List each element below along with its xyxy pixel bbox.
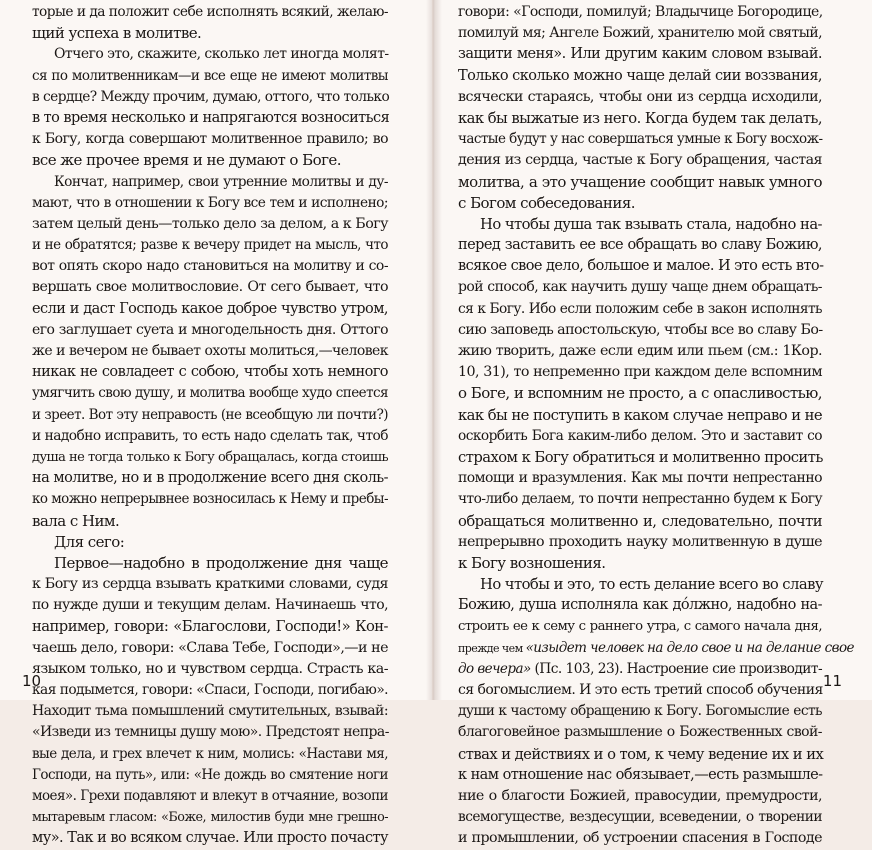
text-line: ся к Богу. Ибо если положим себе в закон исполнять	[458, 300, 822, 317]
text-line: как бы выжатые из него. Когда будем так делать,	[458, 109, 823, 127]
text-line: защити меня». Или другим каким словом взывай.	[458, 46, 822, 63]
text-line: к нам отношение нас обязывает,—есть размышле-	[458, 766, 823, 783]
text-line: всякое свое дело, большое и малое. И это есть вто-	[458, 258, 824, 275]
text-line: души к частому обращению к Богу. Богомыслие есть	[458, 703, 822, 720]
text-line: его заглушает суета и многодельность дня. Оттого	[32, 321, 388, 338]
text-line: к Богу из сердца взывать краткими словами, судя	[32, 576, 388, 593]
text-line: «Изведи из темницы душу мою». Предстоят непра-	[32, 724, 389, 741]
text-line-with-italic-quote	[458, 638, 854, 659]
text-line: в то время несколько и напрягаются возноситься	[32, 109, 390, 126]
left-page-text	[32, 2, 388, 850]
text-line: жию творить, даже если едим или пьем (см.: 1Кор.	[458, 343, 822, 359]
text-line: душа не тогда только к Богу обращалась, когда стоишь	[32, 449, 388, 465]
text-line: все же прочее время и не думают о Боге.	[32, 151, 341, 170]
left-page	[0, 0, 432, 847]
text-line: Кончат, например, свои утренние молитвы и ду-	[54, 173, 388, 190]
text-line: ние о благости Божией, правосудии, премудрости,	[458, 787, 822, 804]
text-line: Для сего:	[54, 532, 125, 551]
text-line: если и даст Господь какое доброе чувство утром,	[32, 300, 388, 317]
text-line: вот опять скоро надо становиться на молитву и со-	[32, 258, 388, 275]
text-line: кая подымется, говори: «Спаси, Господи, погибаю».	[32, 682, 388, 698]
text-line: к Богу, когда совершают молитвенное правило; во	[32, 131, 388, 148]
text-line: всемогуществе, вездесущии, всеведении, о творении	[458, 809, 822, 826]
text-line: о Боге, и вспомним не просто, а с опасливостью,	[458, 384, 822, 403]
text-line: 10, 31), то непременно при каждом деле вспомним	[458, 364, 822, 381]
text-line: ко можно непрерывнее возносилась к Нему и пребы-	[32, 491, 388, 508]
text-line: щий успеха в молитве.	[32, 24, 202, 43]
text-line: строить ее к сему с раннего утра, с самого начала дня,	[458, 619, 822, 635]
text-line: Только сколько можно чаще делай сии воззвания,	[458, 67, 822, 84]
text-line: Отчего это, скажите, сколько лет иногда молят-	[54, 46, 389, 63]
text-line: например, говори: «Благослови, Господи!» Кон-	[32, 618, 388, 636]
text-line: моея». Грехи подавляют и влекут в отчаяние, возопи	[32, 787, 388, 804]
text-line: обращаться молитвенно и, следовательно, почти	[458, 512, 822, 530]
text-line: говори: «Господи, помилуй; Владычице Богородице,	[458, 4, 823, 20]
text-line: мытаревым гласом: «Боже, милостив буди мне грешно-	[32, 810, 388, 826]
text-line: и не обратятся; разве к вечеру придет на мысль, что	[32, 237, 388, 254]
text-line: как бы не поступить в каком случае неправо и не	[458, 406, 823, 424]
book-gutter	[426, 0, 442, 700]
text-line: умягчить свою душу, и молитва вообще худо спеется	[32, 385, 388, 402]
italic-quote-part-1: «изыдет человек на дело свое и на делание свое	[525, 639, 854, 656]
text-line: помилуй мя; Ангеле Божий, хранителю мой святый,	[458, 25, 823, 42]
text-line: торые и да положит себе исполнять всякий, желаю-	[32, 4, 388, 20]
text-line: оскорбить Бога каким-либо делом. Это и заставит со	[458, 427, 822, 444]
text-line: по нужде души и текущим делам. Начинаешь что,	[32, 597, 388, 614]
text-line: к Богу возношения.	[458, 553, 606, 572]
text-line: непрерывно проходить науку молитвенную в душе	[458, 533, 822, 550]
text-line: всячески стараясь, чтобы они из сердца исходили,	[458, 88, 822, 105]
text-line: ствах и действиях и о том, к чему ведение их и их	[458, 745, 824, 763]
text-line: рой способ, как научить душу чаще днем обращать-	[458, 279, 822, 296]
suffix-text: (Пс. 103, 23). Настроение сие производит-	[530, 660, 823, 677]
text-line: Божию, душа исполняла как дóлжно, надобно на-	[458, 597, 822, 614]
text-line: и зреет. Вот эту неправость (не всеобщую ли почти?)	[32, 406, 388, 423]
page-number-right: 11	[822, 672, 842, 690]
text-line: сию заповедь апостольскую, чтобы все во славу Бо-	[458, 321, 823, 338]
text-line: и промышлении, об устроении спасения в Господе	[458, 830, 822, 847]
text-line: чаешь дело, говори: «Слава Тебе, Господи»,—и не	[32, 639, 388, 656]
text-line: Находит тьма помышлений смутительных, взывай:	[32, 703, 388, 720]
text-line: что-либо делаем, то почти непрестанно будем к Богу	[458, 491, 822, 508]
right-page	[434, 0, 872, 847]
text-line: вала с Ним.	[32, 511, 120, 530]
text-line: частые будут у нас совершаться умные к Богу восхож-	[458, 131, 823, 148]
text-line: с Богом собеседования.	[458, 193, 635, 212]
italic-quote-part-2: до вечера»	[458, 660, 531, 677]
text-line: благоговейное размышление о Божественных свой-	[458, 724, 822, 741]
text-line: ся по молитвенникам—и все еще не имеют молитвы	[32, 67, 388, 84]
text-line: ся богомыслием. И это есть третий способ обучения	[458, 682, 823, 698]
text-line: дения из сердца, частые к Богу обращения, частая	[458, 152, 822, 169]
text-line: Господи, на путь», или: «Не дождь во смятение ноги	[32, 766, 388, 783]
text-line: вые дела, и грех влечет к ним, молись: «Настави мя,	[32, 745, 388, 762]
text-line: Но чтобы и это, то есть делание всего во славу	[480, 576, 823, 594]
text-line: молитва, а это учащение сообщит навык умного	[458, 172, 822, 191]
prefix-text: прежде чем	[458, 641, 526, 655]
text-line: Но чтобы душа так взывать стала, надобно на-	[480, 215, 822, 233]
text-line: вершать свое молитвословие. От сего бывает, что	[32, 279, 388, 296]
text-line: страхом к Богу обратиться и молитвенно просить	[458, 448, 823, 466]
text-line: никак не совладеет с собою, чтобы хоть немного	[32, 364, 388, 381]
page-number-left: 10	[22, 672, 42, 690]
text-line: перед заставить ее все обращать во славу Божию,	[458, 237, 822, 254]
text-line: на молитве, но и в продолжение всего дня сколь-	[32, 470, 388, 487]
text-line: затем целый день—только дело за делом, а к Богу	[32, 215, 388, 232]
text-line: в сердце? Между прочим, думаю, оттого, что только	[32, 88, 390, 105]
text-line: и надобно исправить, то есть надо сделать так, чтоб	[32, 427, 388, 444]
text-line-with-italic-quote	[458, 659, 822, 680]
text-line: мают, что в отношении к Богу все тем и исполнено;	[32, 194, 388, 211]
text-line: му». Так и во всяком случае. Или просто почасту	[32, 830, 388, 847]
text-line: Первое—надобно в продолжение дня чаще	[54, 553, 388, 572]
text-line: же и вечером не бывает охоты молиться,—человек	[32, 343, 388, 359]
text-line: языком только, но и чувством сердца. Страсть ка-	[32, 660, 388, 677]
text-line: помощи и вразумления. Как мы почти непрестанно	[458, 470, 822, 487]
